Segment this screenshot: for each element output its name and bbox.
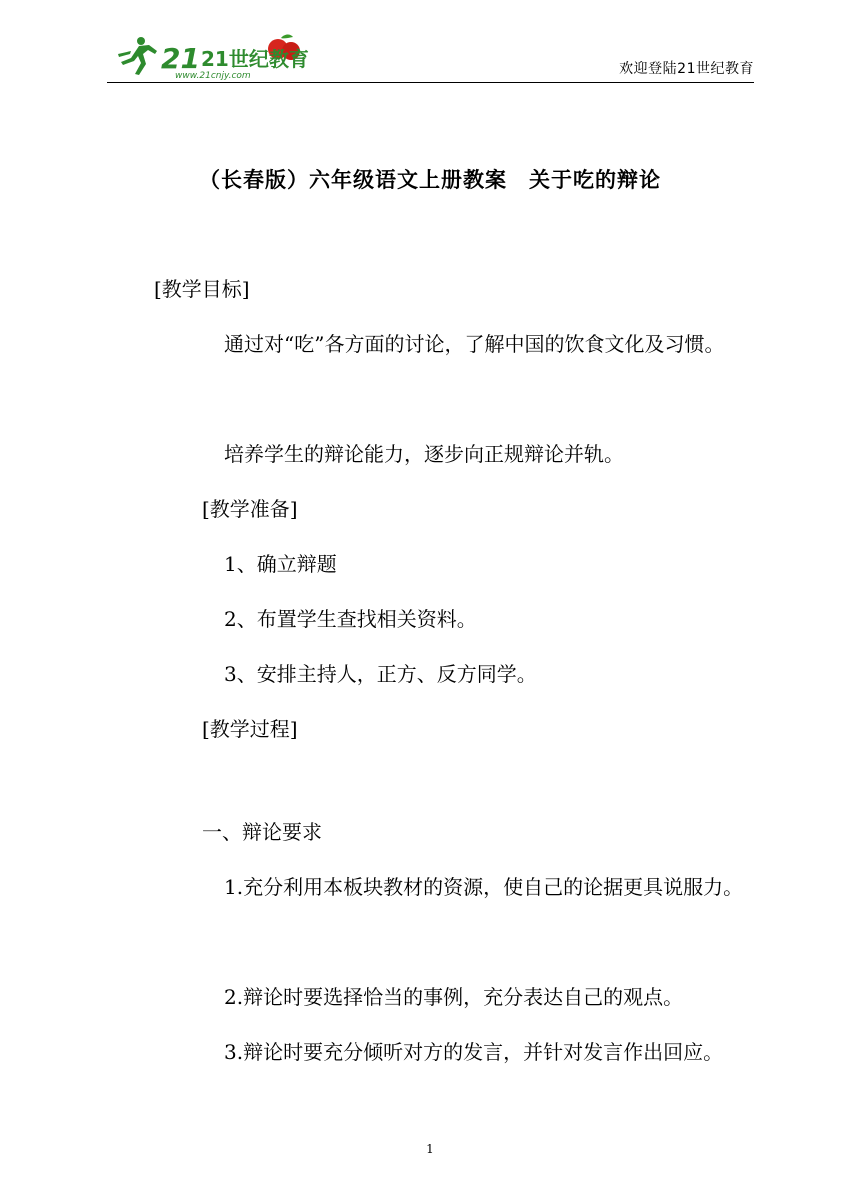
page-number: 1 (426, 1142, 434, 1156)
section-heading: 一、辩论要求 (202, 820, 322, 844)
welcome-text: 欢迎登陆21世纪教育 (619, 61, 754, 77)
prep-heading: [教学准备] (202, 497, 298, 521)
requirement-item: 1.充分利用本板块教材的资源，使自己的论据更具说服力。 (224, 875, 744, 899)
logo-graphic (113, 32, 313, 80)
prep-item: 3、安排主持人，正方、反方同学。 (224, 662, 537, 686)
logo (113, 32, 313, 80)
goal-item: 培养学生的辩论能力，逐步向正规辩论并轨。 (224, 442, 624, 466)
requirement-item: 3.辩论时要充分倾听对方的发言，并针对发言作出回应。 (224, 1040, 724, 1064)
goal-item: 通过对“吃”各方面的讨论，了解中国的饮食文化及习惯。 (224, 332, 725, 356)
logo-url: www.21cnjy.com (175, 71, 251, 80)
requirement-item: 2.辩论时要选择恰当的事例，充分表达自己的观点。 (224, 985, 684, 1009)
prep-item: 1、确立辩题 (224, 552, 337, 576)
goal-heading: [教学目标] (154, 277, 250, 301)
process-heading: [教学过程] (202, 717, 298, 741)
page-header (107, 30, 754, 83)
logo-brand-number: 21 (161, 42, 200, 75)
document-title: （长春版）六年级语文上册教案 关于吃的辩论 (199, 168, 661, 192)
logo-brand-text: 21世纪教育 (201, 47, 309, 71)
prep-item: 2、布置学生查找相关资料。 (224, 607, 477, 631)
